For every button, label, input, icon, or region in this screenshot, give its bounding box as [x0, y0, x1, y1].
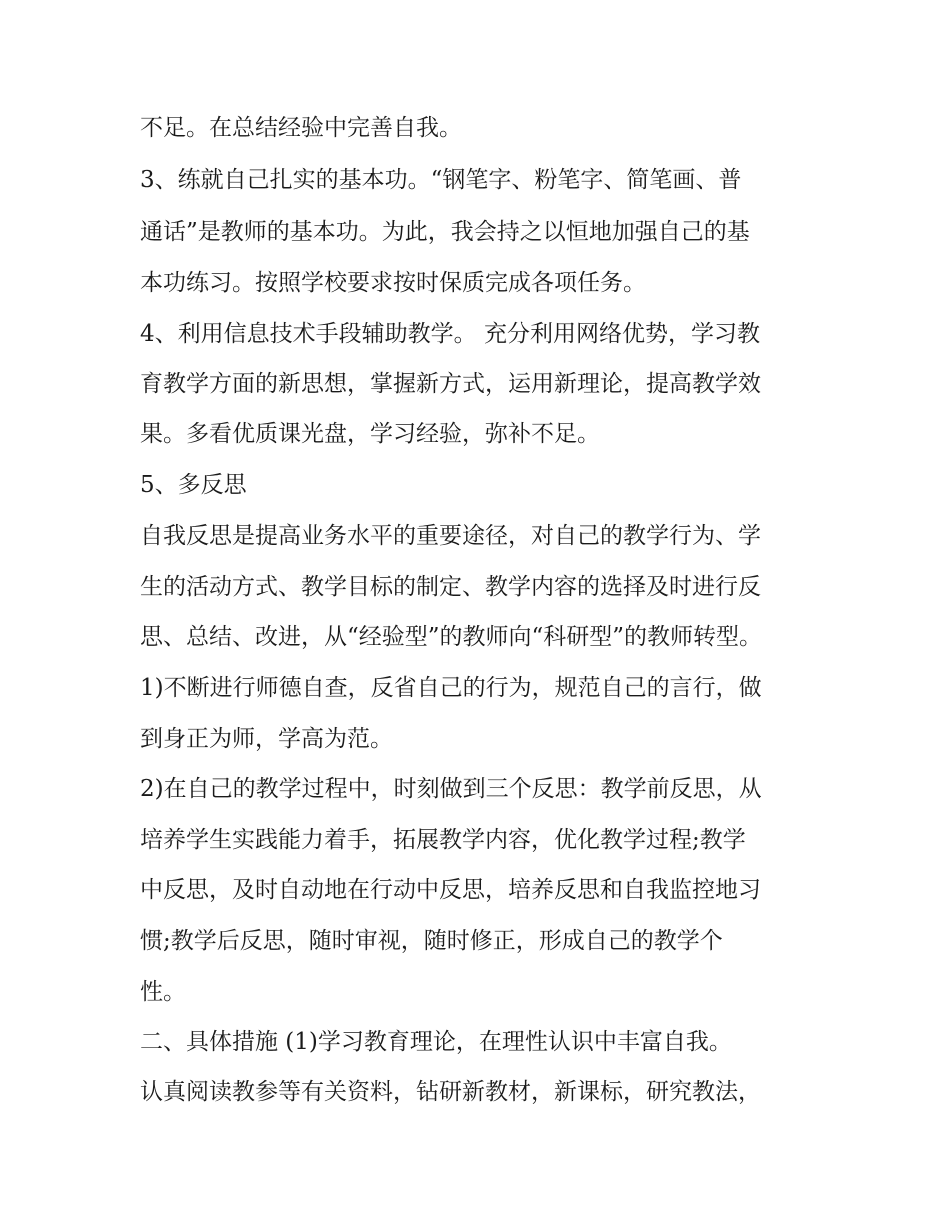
text-line: 1)不断进行师德自查，反省自己的行为，规范自己的言行，做	[140, 675, 762, 701]
text-line: 2)在自己的教学过程中，时刻做到三个反思：教学前反思，从	[140, 776, 762, 802]
text-line: 不足。在总结经验中完善自我。	[140, 115, 462, 141]
text-line: 果。多看优质课光盘，学习经验，弥补不足。	[140, 421, 600, 447]
text-line: 惯;教学后反思，随时审视，随时修正，形成自己的教学个	[140, 928, 723, 954]
text-line: 到身正为师，学高为范。	[140, 726, 393, 752]
text-line: 通话”是教师的基本功。为此，我会持之以恒地加强自己的基	[140, 219, 750, 245]
text-line: 4、利用信息技术手段辅助教学。 充分利用网络优势，学习教	[140, 321, 760, 347]
text-line: 思、总结、改进，从“经验型”的教师向“科研型”的教师转型。	[140, 624, 763, 650]
text-line: 认真阅读教参等有关资料，钻研新教材，新课标，研究教法，	[140, 1079, 761, 1105]
text-line: 生的活动方式、教学目标的制定、教学内容的选择及时进行反	[140, 574, 761, 600]
text-line: 本功练习。按照学校要求按时保质完成各项任务。	[140, 270, 646, 296]
text-line: 性。	[140, 979, 186, 1005]
text-line: 5、多反思	[140, 472, 247, 498]
text-line: 培养学生实践能力着手，拓展教学内容，优化教学过程;教学	[140, 827, 746, 853]
text-line: 中反思，及时自动地在行动中反思，培养反思和自我监控地习	[140, 877, 761, 903]
text-line: 自我反思是提高业务水平的重要途径，对自己的教学行为、学	[140, 523, 761, 549]
text-line: 育教学方面的新思想，掌握新方式，运用新理论，提高教学效	[140, 371, 761, 397]
text-line: 3、练就自己扎实的基本功。“钢笔字、粉笔字、简笔画、普	[140, 167, 742, 193]
text-line: 二、具体措施 (1)学习教育理论，在理性认识中丰富自我。	[140, 1029, 732, 1055]
